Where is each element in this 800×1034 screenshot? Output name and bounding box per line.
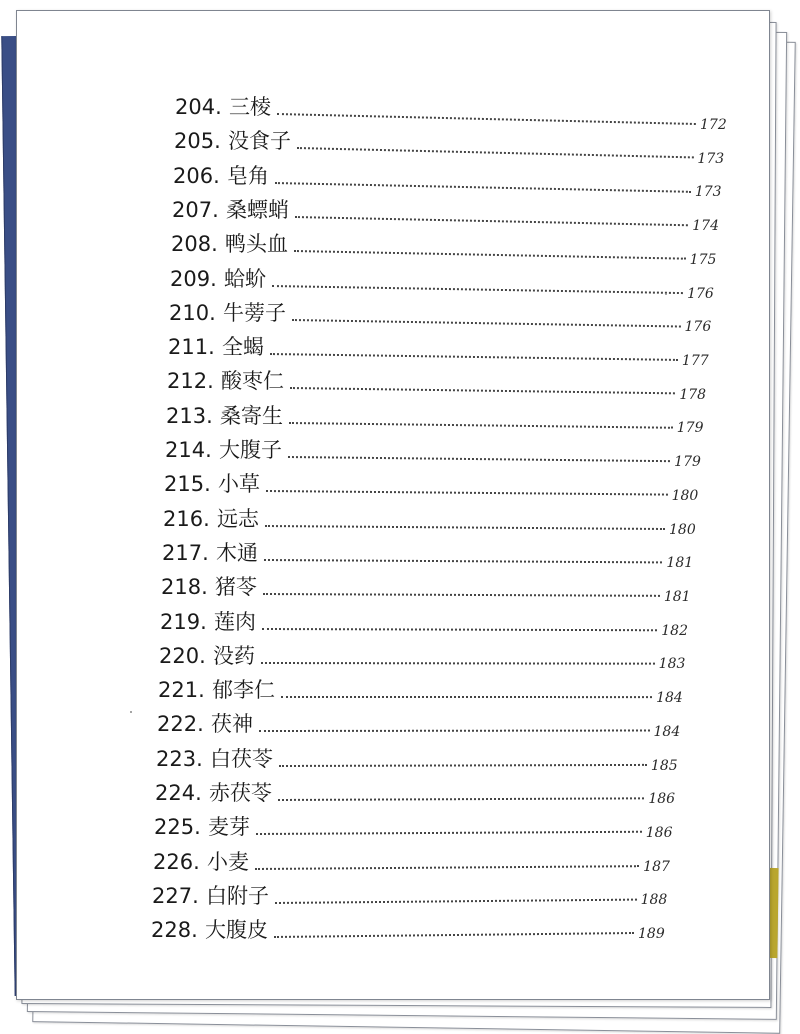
toc-dot-leader [262,628,657,631]
toc-entry-page-number: 179 [674,454,701,471]
paper-speck [130,711,132,713]
toc-entry-page-number: 179 [676,420,704,437]
toc-entry-title: 猪苓 [215,575,257,600]
toc-entry-number: 223. [156,746,203,771]
toc-entry-number: 209. [170,266,217,291]
toc-dot-leader [289,422,673,429]
toc-dot-leader [264,559,662,563]
toc-entry-number: 226. [153,849,200,874]
toc-entry-number: 228. [151,918,198,943]
toc-list [17,11,769,999]
toc-entry-page-number: 180 [671,487,699,504]
toc-entry-title: 远志 [217,506,259,531]
toc-entry-page-number: 181 [666,555,694,572]
toc-dot-leader [278,797,644,801]
toc-dot-leader [266,490,668,496]
toc-entry-title: 全蝎 [222,335,264,360]
toc-entry-title: 鸭头血 [225,232,288,257]
toc-dot-leader [290,387,675,394]
toc-entry-title: 没食子 [228,129,291,154]
toc-dot-leader [256,831,642,835]
toc-entry-title: 大腹子 [219,438,282,462]
toc-dot-leader [270,353,678,361]
toc-dot-leader [272,285,683,294]
toc-entry-title: 桑寄生 [220,403,283,428]
toc-entry-number: 206. [173,163,220,188]
toc-entry-page-number: 188 [640,892,668,909]
toc-entry-page-number: 178 [679,386,707,403]
toc-entry-number: 221. [158,678,205,703]
toc-entry-page-number: 173 [694,184,722,201]
toc-dot-leader [288,456,670,462]
toc-entry-title: 桑螵蛸 [226,197,289,222]
toc-entry-number: 205. [174,129,221,154]
toc-entry-number: 217. [162,540,209,565]
toc-entry-title: 皂角 [227,163,269,188]
toc-entry-title: 麦芽 [208,815,250,840]
toc-dot-leader [292,319,681,327]
toc-entry-title: 蛤蚧 [224,266,266,291]
toc-dot-leader [274,932,634,938]
toc-entry-number: 218. [161,575,208,600]
toc-entry-page-number: 184 [656,690,683,707]
toc-entry-title: 三棱 [229,95,271,119]
toc-entry-number: 204. [175,95,222,119]
toc-dot-leader [261,662,655,665]
toc-entry-page-number: 181 [663,589,691,606]
toc-entry-number: 210. [169,300,216,325]
toc-entry-number: 215. [164,472,211,497]
toc-entry-number: 219. [160,609,207,634]
toc-entry-number: 213. [166,403,213,428]
toc-entry-page-number: 187 [643,858,670,875]
toc-entry-page-number: 189 [638,926,665,943]
toc-dot-leader [294,250,686,260]
toc-entry-title: 小麦 [207,849,249,874]
toc-entry-title: 酸枣仁 [221,369,284,394]
toc-entry-number: 208. [171,232,218,257]
toc-dot-leader [275,182,691,193]
toc-entry-page-number: 175 [689,251,717,268]
toc-dot-leader [265,525,665,530]
toc-entry-page-number: 176 [684,319,712,336]
toc-entry-page-number: 186 [645,825,673,842]
toc-dot-leader [259,730,650,733]
toc-entry-page-number: 174 [692,218,719,235]
toc-entry-page-number: 176 [687,285,714,302]
toc-entry-title: 小草 [218,472,260,497]
toc-entry-title: 白茯苓 [210,746,273,771]
toc-entry-title: 牛蒡子 [223,300,286,325]
toc-entry-number: 225. [154,815,201,840]
toc-entry-number: 207. [172,197,219,222]
toc-entry-number: 214. [165,438,212,462]
toc-entry-page-number: 183 [658,656,686,673]
toc-entry-page-number: 182 [661,622,688,639]
toc-entry-number: 227. [152,883,199,908]
toc-dot-leader [275,898,637,903]
table-of-contents-page [16,10,770,1000]
toc-entry-page-number: 173 [697,150,725,167]
toc-entry-number: 220. [159,643,206,668]
paper-speck [665,293,667,295]
toc-entry-title: 白附子 [206,883,269,908]
toc-entry-page-number: 186 [648,791,676,808]
toc-entry-number: 211. [168,335,215,360]
toc-entry-title: 郁李仁 [212,678,275,703]
toc-dot-leader [281,696,652,698]
toc-entry-title: 莲肉 [214,609,256,634]
toc-entry-page-number: 185 [650,757,678,774]
toc-dot-leader [277,113,696,125]
toc-dot-leader [279,764,647,767]
toc-entry-page-number: 177 [681,353,709,370]
toc-entry-title: 木通 [216,540,258,565]
toc-entry-title: 茯神 [211,712,253,737]
toc-dot-leader [295,216,688,226]
toc-entry-title: 没药 [213,643,255,668]
toc-dot-leader [297,147,693,158]
toc-entry-page-number: 180 [669,521,696,538]
toc-dot-leader [255,865,639,870]
toc-entry-title: 赤茯苓 [209,781,272,805]
toc-entry-number: 224. [155,781,202,805]
toc-entry-page-number: 172 [700,117,727,133]
toc-entry-number: 212. [167,369,214,394]
toc-dot-leader [263,593,660,597]
toc-entry-number: 216. [163,506,210,531]
toc-entry-title: 大腹皮 [205,918,268,943]
toc-entry-number: 222. [157,712,204,737]
toc-entry-page-number: 184 [653,723,681,740]
